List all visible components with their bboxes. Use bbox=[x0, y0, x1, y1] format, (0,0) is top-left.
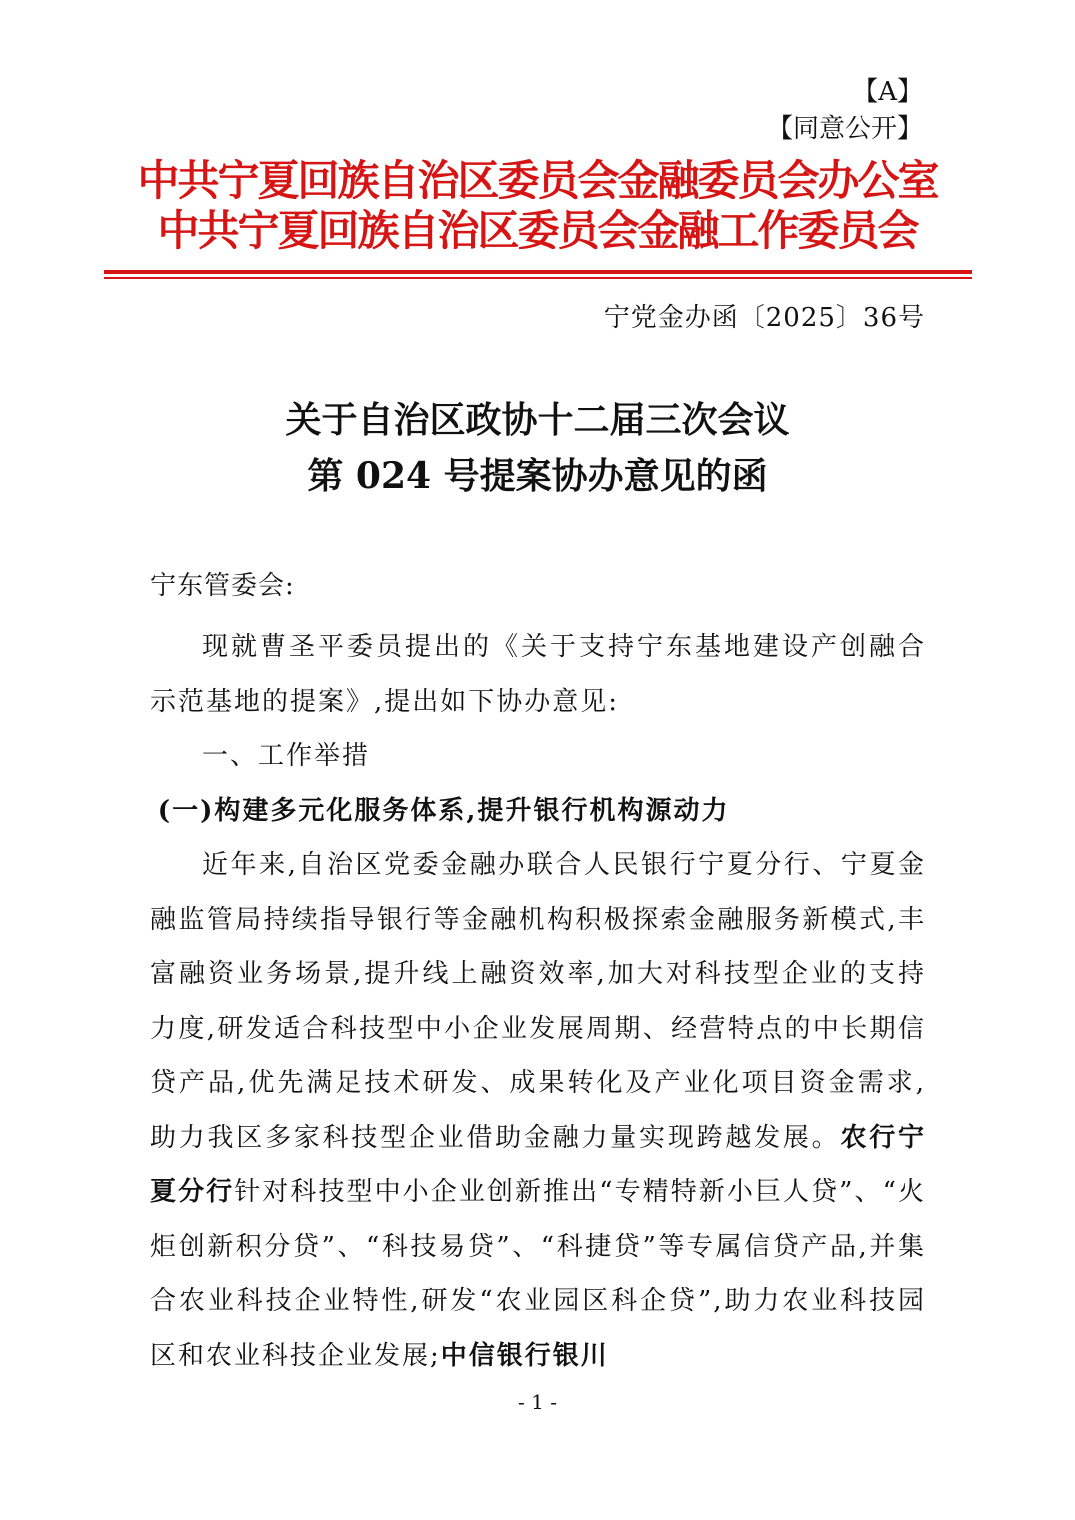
title-line-1: 关于自治区政协十二届三次会议 bbox=[285, 399, 790, 441]
bank-name-abc-ningxia: 农行宁夏分行 bbox=[150, 1122, 926, 1207]
intro-paragraph: 现就曹圣平委员提出的《关于支持宁东基地建设产创融合示范基地的提案》,提出如下协办意见: bbox=[150, 632, 926, 717]
title-line-2: 第 024 号提案协办意见的函 bbox=[307, 455, 768, 497]
public-disclosure-mark: 【同意公开】 bbox=[766, 114, 923, 144]
letterhead-rule-thin bbox=[104, 277, 972, 279]
section-heading: 一、工作举措 bbox=[202, 741, 371, 771]
paragraph-text: 近年来,自治区党委金融办联合人民银行宁夏分行、宁夏金融监管局持续指导银行等金融机构积极探索金融服务新模式,丰富融资业务场景,提升线上融资效率,加大对科技型企业的支持力度,研发适合科技型中小企业发展周期、经营特点的中长期信贷产品,优先满足技术研发、成果转化及产业化项目资金需求,助力我区多家科技型企业借助金融力量实现跨越发展。 bbox=[150, 850, 926, 1153]
subsection-heading: (一)构建多元化服务体系,提升银行机构源动力 bbox=[157, 795, 730, 826]
addressee: 宁东管委会: bbox=[150, 571, 295, 601]
red-letterhead bbox=[0, 156, 1075, 256]
document-body bbox=[150, 620, 926, 1383]
body-paragraph bbox=[150, 838, 926, 1383]
issuing-org-2: 中共宁夏回族自治区委员会金融工作委员会 bbox=[157, 206, 918, 255]
document-number: 宁党金办函〔2025〕36号 bbox=[603, 303, 925, 333]
document-title bbox=[0, 392, 1075, 504]
class-mark: 【A】 bbox=[852, 77, 923, 107]
paragraph-text-continued: 针对科技型中小企业创新推出“专精特新小巨人贷”、“火炬创新积分贷”、“科技易贷”、“科捷贷”等专属信贷产品,并集合农业科技企业特性,研发“农业园区科企贷”,助力农业科技园区和农业科技企业发展; bbox=[150, 1177, 926, 1371]
bank-name-citic-yinchuan: 中信银行银川 bbox=[440, 1340, 609, 1371]
letterhead-rule-thick bbox=[104, 270, 972, 274]
disclosure-marks bbox=[767, 74, 923, 148]
issuing-org-1: 中共宁夏回族自治区委员会金融委员会办公室 bbox=[137, 156, 938, 205]
page-number: - 1 - bbox=[518, 1390, 557, 1414]
